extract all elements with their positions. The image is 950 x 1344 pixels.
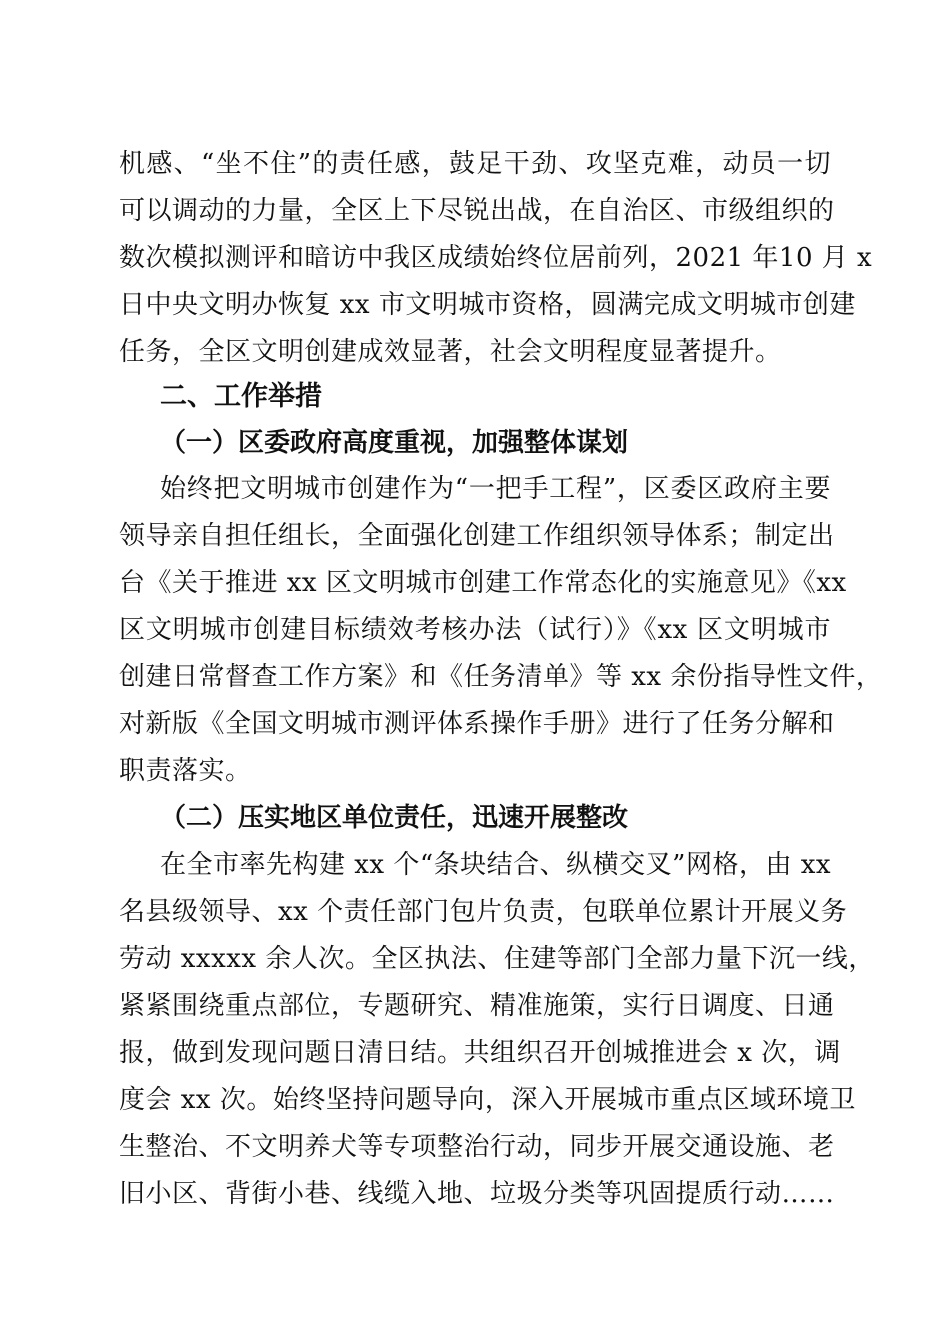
subsection-1-title: （一）区委政府高度重视，加强整体谋划 (160, 428, 629, 458)
subsection-2-line-6: 度会 xx 次。始终坚持问题导向，深入开展城市重点区域环境卫 (119, 1085, 856, 1115)
intro-line-4: 日中央文明办恢复 xx 市文明城市资格，圆满完成文明城市创建 (119, 290, 856, 320)
intro-line-1: 机感、“坐不住”的责任感，鼓足干劲、攻坚克难，动员一切 (119, 149, 831, 179)
subsection-1-line-3: 台《关于推进 xx 区文明城市创建工作常态化的实施意见》《xx (119, 568, 847, 598)
subsection-1-line-7: 职责落实。 (119, 756, 252, 786)
subsection-2-line-8: 旧小区、背街小巷、线缆入地、垃圾分类等巩固提质行动…… (119, 1179, 835, 1209)
subsection-2-line-4: 紧紧围绕重点部位，专题研究、精准施策，实行日调度、日通 (119, 991, 835, 1021)
intro-line-5: 任务，全区文明创建成效显著，社会文明程度显著提升。 (119, 337, 782, 367)
subsection-2-line-2: 名县级领导、xx 个责任部门包片负责，包联单位累计开展义务 (119, 897, 848, 927)
subsection-2-title: （二）压实地区单位责任，迅速开展整改 (160, 803, 629, 833)
subsection-1-line-1: 始终把文明城市创建作为“一把手工程”，区委区政府主要 (160, 474, 831, 504)
subsection-1-line-5: 创建日常督查工作方案》和《任务清单》等 xx 余份指导性文件， (119, 662, 883, 692)
intro-line-3: 数次模拟测评和暗访中我区成绩始终位居前列，2021 年10 月 x (119, 243, 873, 273)
section-heading: 二、工作举措 (160, 381, 322, 412)
subsection-2-line-7: 生整治、不文明养犬等专项整治行动，同步开展交通设施、老 (119, 1132, 835, 1162)
subsection-2-line-5: 报，做到发现问题日清日结。共组织召开创城推进会 x 次，调 (119, 1038, 841, 1068)
subsection-2-line-3: 劳动 xxxxx 余人次。全区执法、住建等部门全部力量下沉一线， (119, 944, 875, 974)
intro-line-2: 可以调动的力量，全区上下尽锐出战，在自治区、市级组织的 (119, 196, 835, 226)
subsection-1-line-6: 对新版《全国文明城市测评体系操作手册》进行了任务分解和 (119, 709, 835, 739)
subsection-1-line-2: 领导亲自担任组长，全面强化创建工作组织领导体系；制定出 (119, 521, 835, 551)
subsection-2-line-1: 在全市率先构建 xx 个“条块结合、纵横交叉”网格，由 xx (160, 850, 832, 880)
subsection-1-line-4: 区文明城市创建目标绩效考核办法（试行）》《xx 区文明城市 (119, 615, 831, 645)
